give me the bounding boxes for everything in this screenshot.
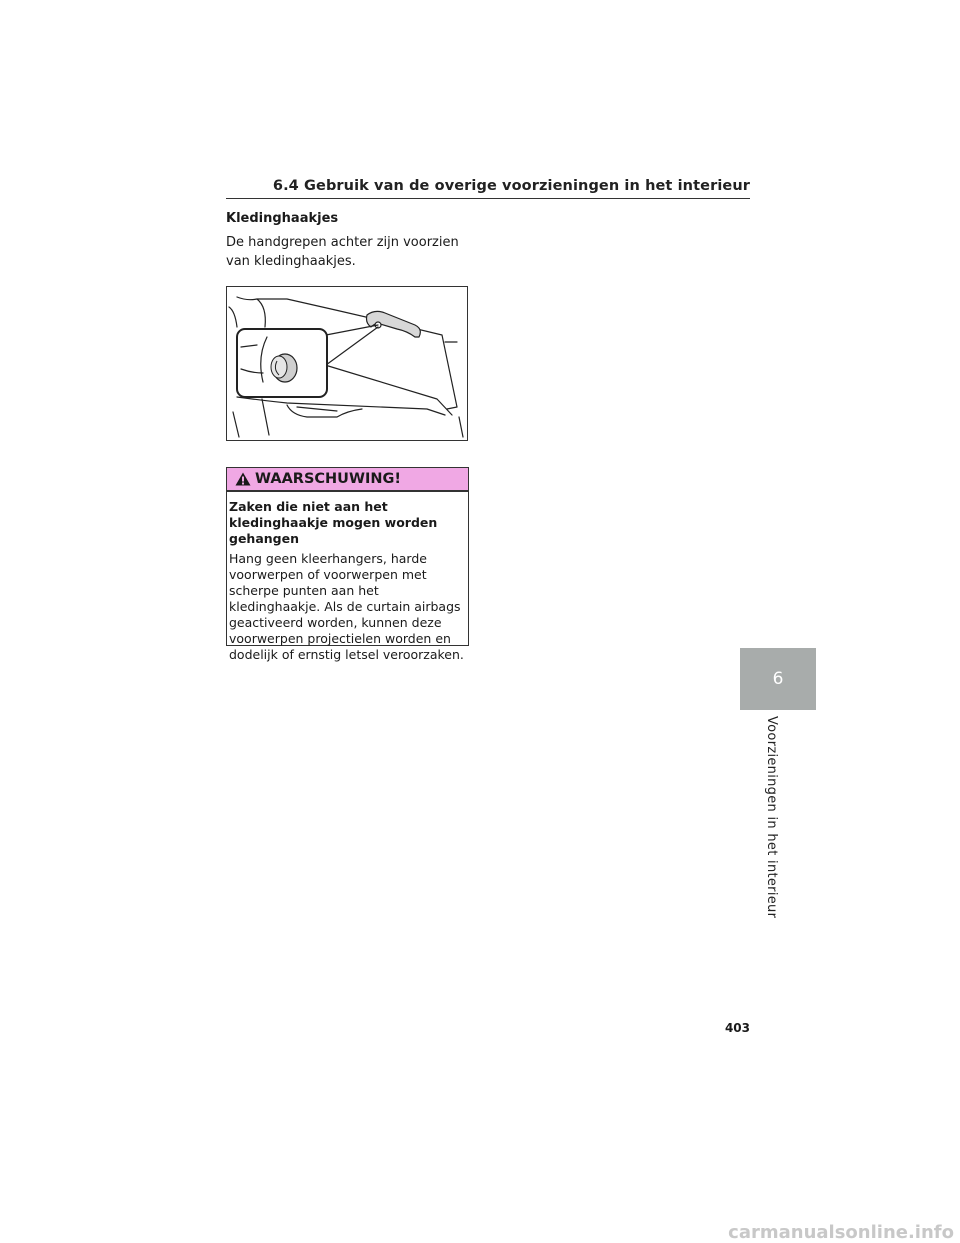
running-header: 6.4 Gebruik van de overige voorzieningen in het interieur xyxy=(272,178,750,194)
coat-hook-drawing xyxy=(227,287,467,440)
header-divider xyxy=(226,198,750,199)
warning-header xyxy=(227,468,468,492)
page-number: 403 xyxy=(724,1021,750,1035)
warning-label: WAARSCHUWING! xyxy=(255,471,401,487)
coat-hook-illustration xyxy=(226,286,468,441)
warning-box xyxy=(226,467,469,662)
intro-paragraph: De handgrepen achter zijn voorzien van kledinghaakjes. xyxy=(226,235,459,269)
watermark: carmanualsonline.info xyxy=(728,1222,954,1243)
section-title: Kledinghaakjes xyxy=(226,211,339,226)
chapter-title-vertical: Voorzieningen in het interieur xyxy=(764,716,779,919)
chapter-tab xyxy=(740,648,816,710)
warning-text: Hang geen kleerhangers, harde voorwerpen of voorwerpen met scherpe punten aan het kledinghaakje. Als de curtain airbags geactiveerd worden, kunnen deze voorwerpen projectielen worden en dodelijk of ernstig letsel veroorzaken. xyxy=(229,551,464,662)
warning-body xyxy=(227,492,468,663)
warning-triangle-icon xyxy=(235,472,251,486)
warning-title: Zaken die niet aan het kledinghaakje mogen worden gehangen xyxy=(229,499,438,546)
chapter-number: 6 xyxy=(772,669,784,689)
